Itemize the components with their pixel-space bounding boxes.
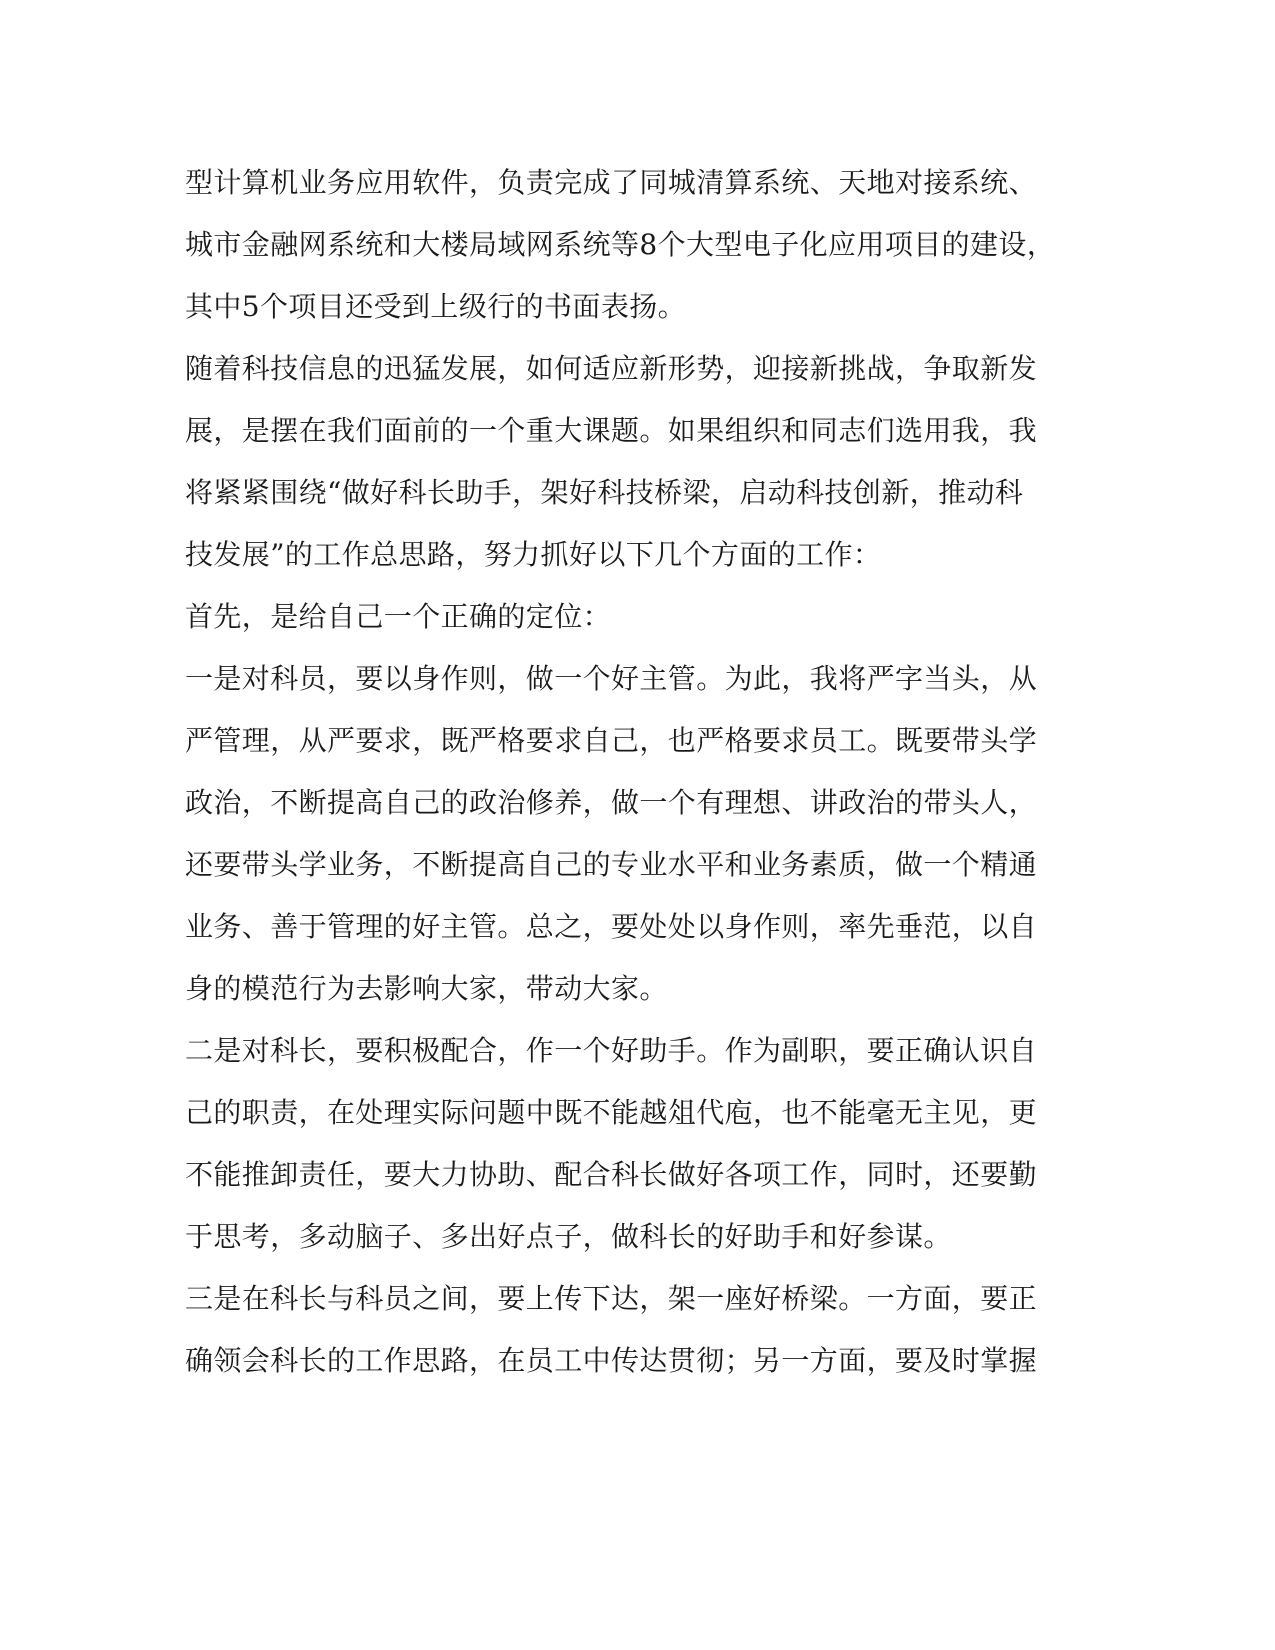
text-line: 于思考，多动脑子、多出好点子，做科长的好助手和好参谋。 [185,1220,952,1253]
text-line: 严管理，从严要求，既严格要求自己，也严格要求员工。既要带头学 [185,724,1038,757]
text-line: 随着科技信息的迅猛发展，如何适应新形势，迎接新挑战，争取新发 [185,352,1038,385]
text-line: 业务、善于管理的好主管。总之，要处处以身作则，率先垂范，以自 [185,910,1038,943]
body-text [185,152,1056,1392]
text-line: 不能推卸责任，要大力协助、配合科长做好各项工作，同时，还要勤 [185,1158,1038,1191]
text-line: 政治，不断提高自己的政治修养，做一个有理想、讲政治的带头人， [185,786,1038,819]
text-line: 一是对科员，要以身作则，做一个好主管。为此，我将严字当头，从 [185,662,1038,695]
text-line: 还要带头学业务，不断提高自己的专业水平和业务素质，做一个精通 [185,848,1038,881]
text-line: 其中5个项目还受到上级行的书面表扬。 [185,290,687,323]
text-line: 技发展”的工作总思路，努力抓好以下几个方面的工作： [185,538,882,571]
text-line: 型计算机业务应用软件，负责完成了同城清算系统、天地对接系统、 [185,166,1038,199]
text-line: 将紧紧围绕“做好科长助手，架好科技桥梁，启动科技创新，推动科 [185,476,1024,509]
text-line: 身的模范行为去影响大家，带动大家。 [185,972,668,1005]
text-line: 三是在科长与科员之间，要上传下达，架一座好桥梁。一方面，要正 [185,1282,1038,1315]
text-line: 确领会科长的工作思路，在员工中传达贯彻；另一方面，要及时掌握 [185,1344,1038,1377]
text-line: 二是对科长，要积极配合，作一个好助手。作为副职，要正确认识自 [185,1034,1038,1067]
text-line: 己的职责，在处理实际问题中既不能越俎代庖，也不能毫无主见，更 [185,1096,1038,1129]
text-line: 城市金融网系统和大楼局域网系统等8个大型电子化应用项目的建设， [185,228,1056,261]
text-line: 展，是摆在我们面前的一个重大课题。如果组织和同志们选用我，我 [185,414,1038,447]
text-line: 首先，是给自己一个正确的定位： [185,600,612,633]
